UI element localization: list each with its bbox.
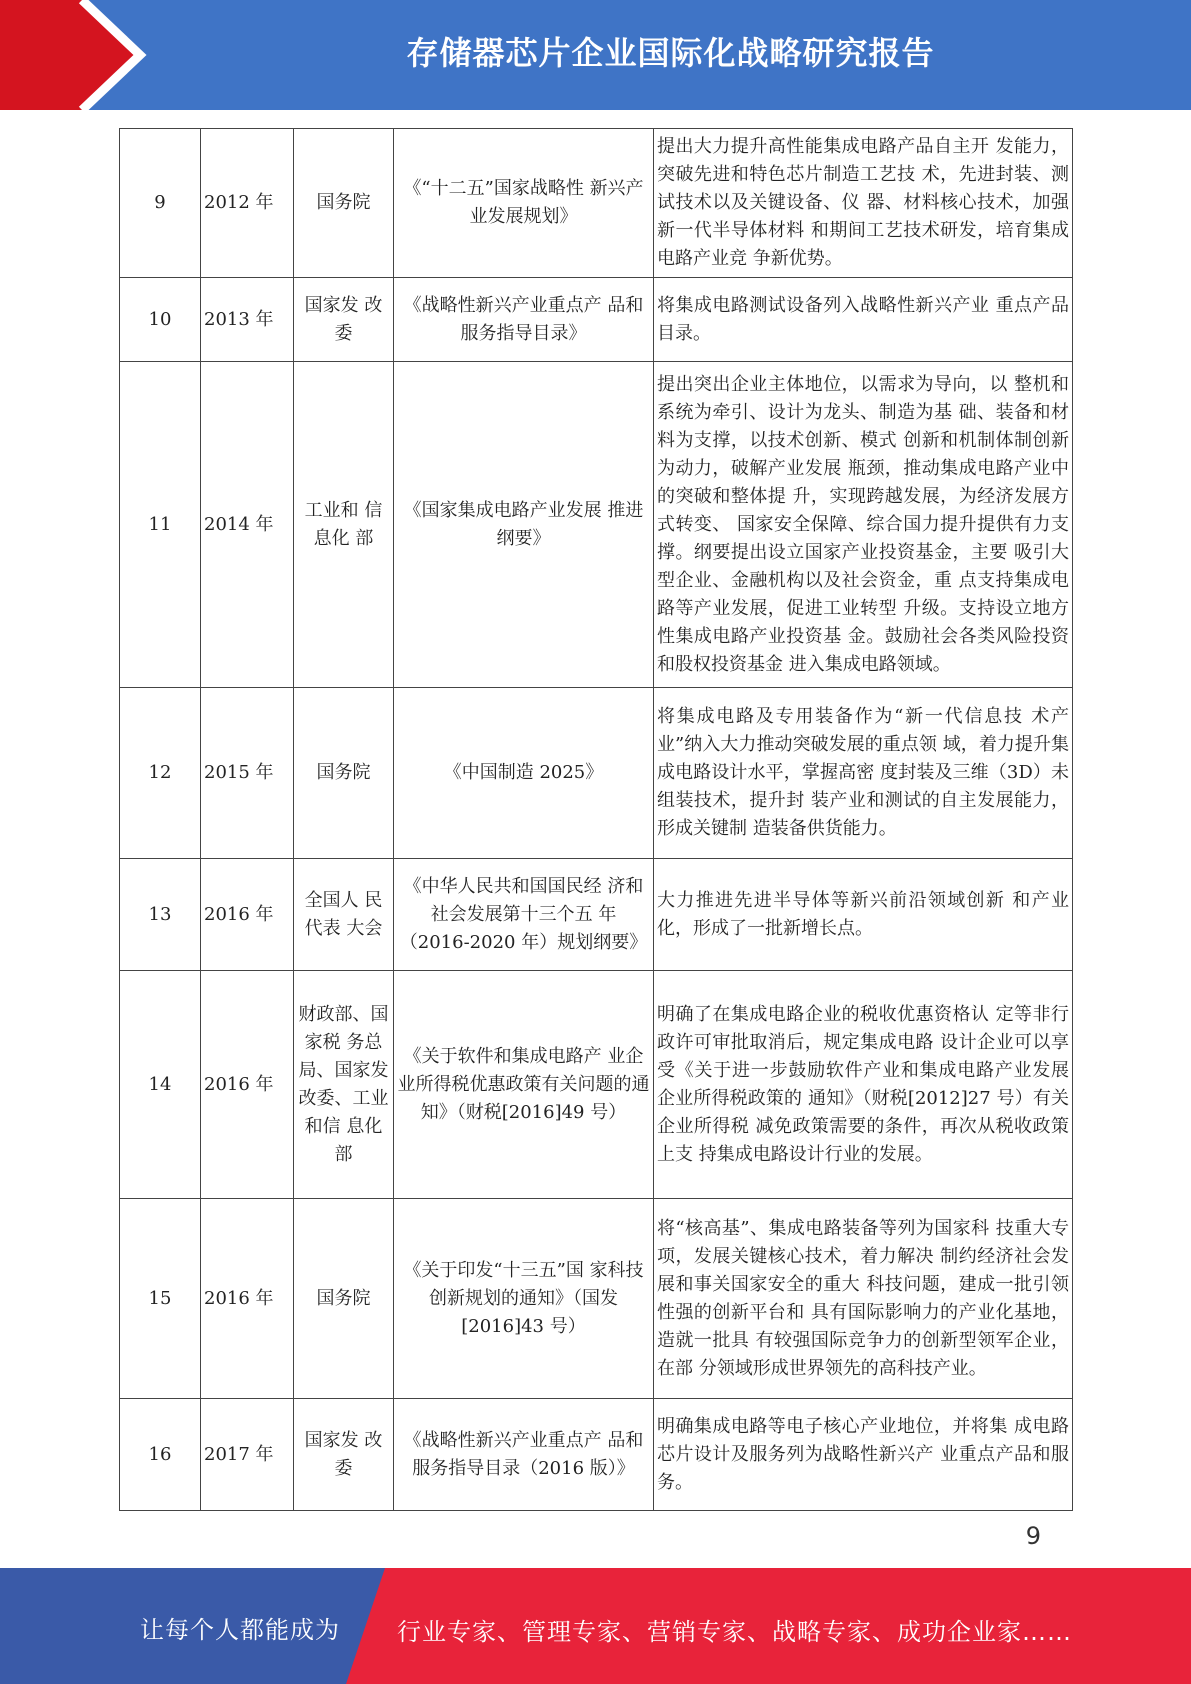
row-department: 财政部、国家税 务总局、国家发 改委、工业和信 息化部 <box>294 971 394 1199</box>
row-content: 将集成电路及专用装备作为“新一代信息技 术产业”纳入大力推动突破发展的重点领 域，着力提升集成电路设计水平，掌握高密 度封装及三维（3D）未组装技术，提升封 装产业和测试的自主发展能力，形成关键制 造装备供货能力。 <box>654 688 1073 859</box>
report-title: 存储器芯片企业国际化战略研究报告 <box>406 34 935 72</box>
row-content: 大力推进先进半导体等新兴前沿领域创新 和产业化，形成了一批新增长点。 <box>654 859 1073 971</box>
row-number: 11 <box>120 362 201 688</box>
footer-slogan-right: 行业专家、管理专家、营销专家、战略专家、成功企业家…… <box>397 1618 1072 1646</box>
row-document: 《国家集成电路产业发展 推进纲要》 <box>394 362 654 688</box>
row-content: 明确了在集成电路企业的税收优惠资格认 定等非行政许可审批取消后，规定集成电路 设计企业可以享受《关于进一步鼓励软件产业和集成电路产业发展企业所得税政策的 通知》（财税[2012]27 号）有关企业所得税 减免政策需要的条件，再次从税收政策上支 持集成电路设计行业的发展。 <box>654 971 1073 1199</box>
row-document: 《“十二五”国家战略性 新兴产业发展规划》 <box>394 129 654 278</box>
row-document: 《中国制造 2025》 <box>394 688 654 859</box>
page-footer <box>0 1568 1191 1684</box>
row-department: 国务院 <box>294 1199 394 1399</box>
row-department: 国家发 改委 <box>294 278 394 362</box>
row-document: 《战略性新兴产业重点产 品和服务指导目录》 <box>394 278 654 362</box>
table-row <box>120 1399 1073 1511</box>
row-department: 工业和 信息化 部 <box>294 362 394 688</box>
row-number: 9 <box>120 129 201 278</box>
row-year: 2013 年 <box>201 278 294 362</box>
row-number: 10 <box>120 278 201 362</box>
row-content: 提出大力提升高性能集成电路产品自主开 发能力，突破先进和特色芯片制造工艺技 术，先进封装、测试技术以及关键设备、仪 器、材料核心技术，加强新一代半导体材料 和期间工艺技术研发，培育集成电路产业竞 争新优势。 <box>654 129 1073 278</box>
row-content: 明确集成电路等电子核心产业地位，并将集 成电路芯片设计及服务列为战略性新兴产 业重点产品和服务。 <box>654 1399 1073 1511</box>
row-department: 国务院 <box>294 688 394 859</box>
row-number: 16 <box>120 1399 201 1511</box>
table-row <box>120 859 1073 971</box>
row-document: 《战略性新兴产业重点产 品和服务指导目录（2016 版）》 <box>394 1399 654 1511</box>
row-document: 《关于印发“十三五”国 家科技创新规划的通知》（国发[2016]43 号） <box>394 1199 654 1399</box>
table-row <box>120 362 1073 688</box>
row-content: 提出突出企业主体地位，以需求为导向，以 整机和系统为牵引、设计为龙头、制造为基 础、装备和材料为支撑，以技术创新、模式 创新和机制体制创新为动力，破解产业发展 瓶颈，推动集成电路产业中的突破和整体提 升，实现跨越发展，为经济发展方式转变、 国家安全保障、综合国力提升提供有力支 撑。纲要提出设立国家产业投资基金，主要 吸引大型企业、金融机构以及社会资金，重 点支持集成电路等产业发展，促进工业转型 升级。支持设立地方性集成电路产业投资基 金。鼓励社会各类风险投资和股权投资基金 进入集成电路领域。 <box>654 362 1073 688</box>
table-row <box>120 971 1073 1199</box>
row-number: 12 <box>120 688 201 859</box>
page-header <box>0 0 1191 110</box>
row-department: 国务院 <box>294 129 394 278</box>
table-row <box>120 688 1073 859</box>
table-row <box>120 278 1073 362</box>
row-year: 2017 年 <box>201 1399 294 1511</box>
row-number: 13 <box>120 859 201 971</box>
row-number: 14 <box>120 971 201 1199</box>
row-document: 《关于软件和集成电路产 业企业所得税优惠政策有关问题的通知》（财税[2016]49 号） <box>394 971 654 1199</box>
row-document: 《中华人民共和国国民经 济和社会发展第十三个五 年（2016-2020 年）规划纲要》 <box>394 859 654 971</box>
table-row <box>120 129 1073 278</box>
row-year: 2012 年 <box>201 129 294 278</box>
header-arrow-decoration <box>0 0 150 110</box>
row-number: 15 <box>120 1199 201 1399</box>
row-year: 2014 年 <box>201 362 294 688</box>
row-year: 2016 年 <box>201 859 294 971</box>
footer-slogan-left: 让每个人都能成为 <box>140 1616 340 1644</box>
policy-table <box>119 128 1073 1511</box>
page-number: 9 <box>1025 1522 1041 1550</box>
row-department: 国家发 改委 <box>294 1399 394 1511</box>
row-department: 全国人 民代表 大会 <box>294 859 394 971</box>
row-content: 将“核高基”、集成电路装备等列为国家科 技重大专项，发展关键核心技术，着力解决 制约经济社会发展和事关国家安全的重大 科技问题，建成一批引领性强的创新平台和 具有国际影响力的产业化基地，造就一批具 有较强国际竞争力的创新型领军企业，在部 分领域形成世界领先的高科技产业。 <box>654 1199 1073 1399</box>
row-content: 将集成电路测试设备列入战略性新兴产业 重点产品目录。 <box>654 278 1073 362</box>
row-year: 2015 年 <box>201 688 294 859</box>
table-row <box>120 1199 1073 1399</box>
row-year: 2016 年 <box>201 1199 294 1399</box>
row-year: 2016 年 <box>201 971 294 1199</box>
